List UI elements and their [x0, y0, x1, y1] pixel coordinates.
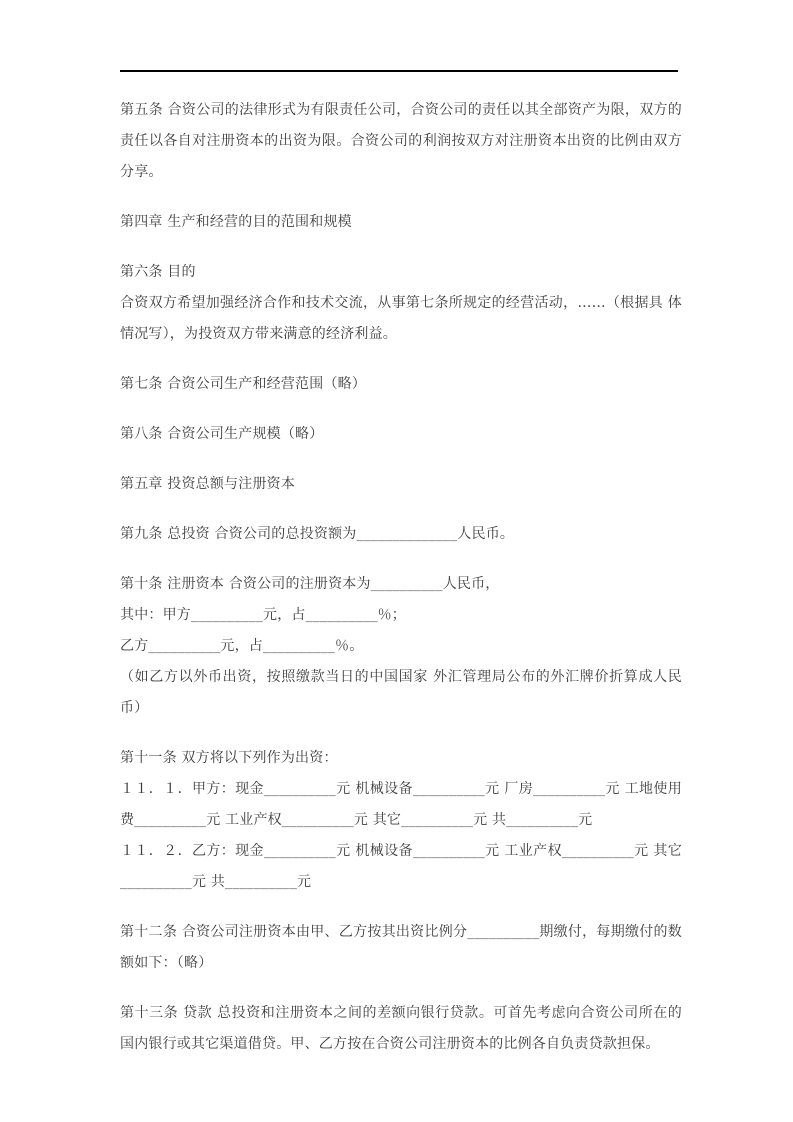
- clause-10-registered-capital: [120, 569, 682, 724]
- clause-8: [120, 419, 682, 450]
- chapter-5-heading: [120, 469, 682, 500]
- text-line: 其中：甲方__________元，占__________％；: [120, 607, 406, 623]
- text-line: 第七条 合资公司生产和经营范围（略）: [120, 376, 367, 392]
- text-line: 第六条 目的: [120, 264, 196, 280]
- chapter-4-heading: [120, 207, 682, 238]
- text-line: 第十三条 贷款 总投资和注册资本之间的差额向银行贷款。可首先考虑向合资公司所在的国内银行或其它渠道借贷。甲、乙方按在合资公司注册资本的比例各自负责贷款担保。: [120, 1005, 682, 1052]
- text-line: 第五章 投资总额与注册资本: [120, 476, 296, 492]
- clause-13-loans: [120, 998, 682, 1060]
- clause-9-total-investment: [120, 519, 682, 550]
- text-line: １１．１．甲方：现金__________元 机械设备__________元 厂房__________元 工地使用费__________元 工业产权__________元 其它__________元 共__________元: [120, 781, 682, 828]
- text-line: 第十条 注册资本 合资公司的注册资本为__________人民币，: [120, 576, 500, 592]
- text-line: 乙方__________元，占__________％。: [120, 638, 364, 654]
- clause-7: [120, 369, 682, 400]
- text-line: 第五条 合资公司的法律形式为有限责任公司，合资公司的责任以其全部资产为限，双方的责任以各自对注册资本的出资为限。合资公司的利润按双方对注册资本出资的比例由双方分享。: [120, 102, 682, 180]
- text-line: 第九条 总投资 合资公司的总投资额为______________人民币。: [120, 526, 515, 542]
- text-line: 第十二条 合资公司注册资本由甲、乙方按其出资比例分__________期缴付，每期缴付的数额如下：（略）: [120, 924, 682, 971]
- clause-5: [120, 95, 682, 188]
- clause-12-installments: [120, 917, 682, 979]
- text-line: （如乙方以外币出资，按照缴款当日的中国国家 外汇管理局公布的外汇牌价折算成人民币）: [120, 669, 682, 716]
- text-line: 第四章 生产和经营的目的范围和规模: [120, 214, 352, 230]
- clause-11-contributions: [120, 743, 682, 898]
- text-line: １１．２．乙方：现金__________元 机械设备__________元 工业产权__________元 其它__________元 共__________元: [120, 843, 682, 890]
- text-line: 第八条 合资公司生产规模（略）: [120, 426, 324, 442]
- clause-6-purpose: [120, 257, 682, 350]
- text-line: 第十一条 双方将以下列作为出资：: [120, 750, 338, 766]
- text-line: 合资双方希望加强经济合作和技术交流，从事第七条所规定的经营活动，……（根据具 体情况写），为投资双方带来满意的经济利益。: [120, 295, 682, 342]
- document-body: [0, 72, 682, 1060]
